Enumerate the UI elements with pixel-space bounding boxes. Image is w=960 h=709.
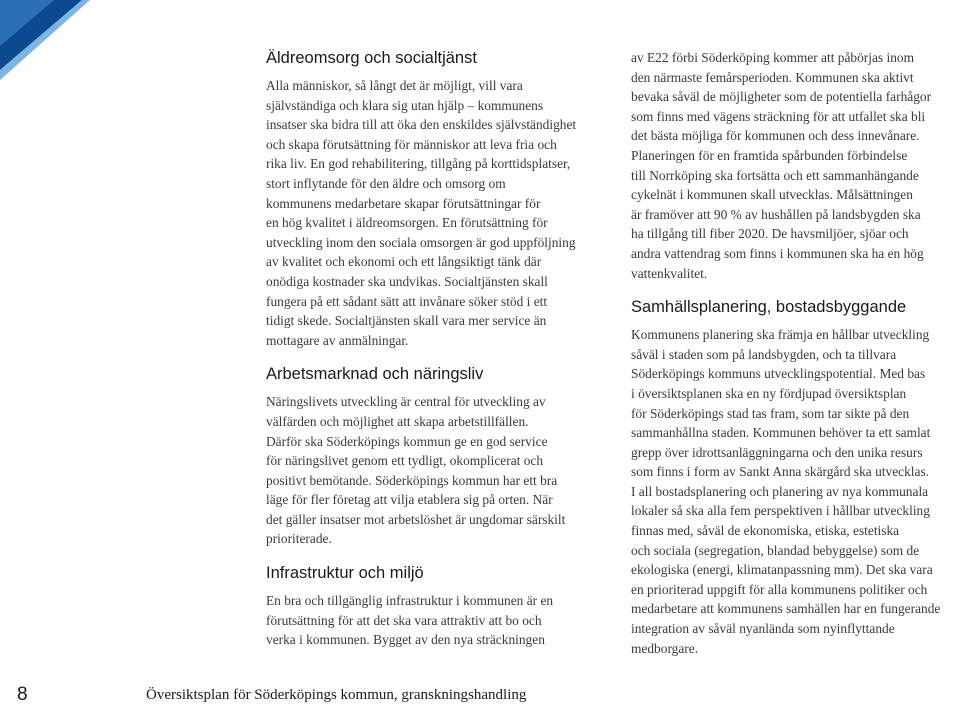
- text-line: som finns med vägens sträckning för att utfallet ska bli: [631, 108, 926, 124]
- text-line: Därför ska Söderköpings kommun ge en god service: [266, 433, 548, 449]
- text-line: medborgare.: [631, 640, 699, 656]
- text-line: En bra och tillgänglig infrastruktur i kommunen är en: [266, 593, 554, 609]
- text-line: cykelnät i kommunen skall utvecklas. Målsättningen: [631, 187, 913, 203]
- text-line: lokaler så ska alla fem perspektiven i hållbar utveckling: [631, 503, 930, 519]
- text-line: mottagare av anmälningar.: [266, 332, 409, 348]
- corner-decoration: [0, 0, 90, 90]
- text-line: såväl i staden som på landsbygden, och ta tillvara: [631, 346, 897, 362]
- text-line: som finns i form av Sankt Anna skärgård ska utvecklas.: [631, 464, 930, 480]
- text-line: I all bostadsplanering och planering av nya kommunala: [631, 483, 929, 499]
- text-line: den närmaste femårsperioden. Kommunen ska aktivt: [631, 69, 914, 85]
- text-line: det gäller insatser mot arbetslöshet är ungdomar särskilt: [266, 511, 566, 527]
- page-number: 8: [17, 684, 28, 705]
- text-line: verka i kommunen. Bygget av den nya sträckningen: [266, 632, 545, 648]
- section-paragraph: [266, 76, 602, 350]
- text-line: Söderköpings kommuns utvecklingspotential. Med bas: [631, 366, 926, 382]
- text-line: bevaka såväl de möjligheter som de potentiella farhågor: [631, 89, 932, 105]
- text-line: Alla människor, så långt det är möjligt, vill vara: [266, 78, 523, 93]
- text-line: för näringslivet genom ett tydligt, okomplicerat och: [266, 453, 544, 469]
- text-line: i översiktsplanen ska en ny fördjupad översiktsplan: [631, 385, 907, 401]
- text-line: Kommunens planering ska främja en hållbar utveckling: [631, 327, 930, 343]
- text-line: insatser ska bidra till att öka den enskildes självständighet: [266, 117, 577, 133]
- text-line: tidigt skede. Socialtjänsten skall vara mer service än: [266, 313, 547, 329]
- text-line: fungera på ett sådant sätt att invånare söker stöd i ett: [266, 293, 548, 309]
- text-line: läge för fler företag att vilja etablera sig på orten. När: [266, 492, 553, 508]
- section-paragraph: [266, 591, 602, 650]
- text-line: grepp över idrottsanläggningarna och den unika resurs: [631, 444, 923, 460]
- section-paragraph: [631, 48, 960, 283]
- text-line: vattenkvalitet.: [631, 265, 708, 281]
- text-line: onödiga kostnader ska undvikas. Socialtjänsten skall: [266, 273, 548, 289]
- right-column: [631, 48, 960, 658]
- text-line: förutsättning för att det ska vara attraktiv att bo och: [266, 612, 542, 628]
- text-line: Planeringen för en framtida spårbunden förbindelse: [631, 147, 908, 163]
- text-line: rika liv. En god rehabilitering, tillgång på korttidsplatser,: [266, 156, 571, 172]
- text-line: ekologiska (energi, klimatanpassning mm). Det ska vara: [631, 562, 933, 578]
- text-line: kommunens medarbetare skapar förutsättningar för: [266, 195, 541, 211]
- section-paragraph: [266, 392, 602, 549]
- text-line: av E22 förbi Söderköping kommer att påbörjas inom: [631, 50, 915, 65]
- text-line: utveckling inom den sociala omsorgen är god uppföljning: [266, 234, 576, 250]
- text-line: medarbetare att kommunens samhällen har en fungerande: [631, 601, 941, 617]
- section-gap: [266, 549, 602, 563]
- text-line: till Norrköping ska fortsätta och ett sammanhängande: [631, 167, 919, 183]
- left-column: [266, 48, 602, 650]
- text-line: ha tillgång till fiber 2020. De havsmiljöer, sjöar och: [631, 226, 909, 242]
- section-paragraph: [631, 325, 960, 658]
- text-line: sammanhållna staden. Kommunen behöver ta ett samlat: [631, 425, 931, 441]
- document-title: Översiktsplan för Söderköpings kommun, granskningshandling: [146, 687, 527, 703]
- text-line: Näringslivets utveckling är central för utveckling av: [266, 394, 546, 410]
- text-line: en hög kvalitet i äldreomsorgen. En förutsättning för: [266, 215, 548, 231]
- section-gap: [266, 350, 602, 364]
- text-line: och skapa förutsättning för människor att leva fria och: [266, 136, 557, 152]
- text-line: positivt bemötande. Söderköpings kommun har ett bra: [266, 472, 558, 488]
- section-gap: [631, 283, 960, 297]
- page-footer: [0, 684, 960, 708]
- section-heading: Äldreomsorg och socialtjänst: [266, 49, 477, 67]
- text-line: en prioriterad uppgift för alla kommunens politiker och: [631, 581, 928, 597]
- text-line: finnas med, såväl de ekonomiska, etiska, estetiska: [631, 523, 900, 539]
- text-line: och sociala (segregation, blandad bebyggelse) som de: [631, 542, 920, 558]
- section-heading: Infrastruktur och miljö: [266, 564, 424, 583]
- text-line: prioriterade.: [266, 531, 332, 547]
- section-heading: Arbetsmarknad och näringsliv: [266, 365, 484, 384]
- text-line: det bästa möjliga för kommunen och dess innevånare.: [631, 128, 920, 144]
- text-line: för Söderköpings stad tas fram, som tar sikte på den: [631, 405, 910, 421]
- text-line: andra vattendrag som finns i kommunen ska ha en hög: [631, 245, 924, 261]
- text-line: integration av såväl nyanlända som nyinflyttande: [631, 621, 895, 637]
- text-line: av kvalitet och ekonomi och ett långsiktigt tänk där: [266, 254, 542, 270]
- text-line: självständiga och klara sig utan hjälp – kommunens: [266, 97, 544, 113]
- text-line: stort inflytande för den äldre och omsorg om: [266, 175, 506, 191]
- text-line: välfärden och möjlighet att skapa arbetstillfällen.: [266, 413, 529, 429]
- section-heading: Samhällsplanering, bostadsbyggande: [631, 298, 907, 317]
- text-line: är framöver att 90 % av hushållen på landsbygden ska: [631, 206, 921, 222]
